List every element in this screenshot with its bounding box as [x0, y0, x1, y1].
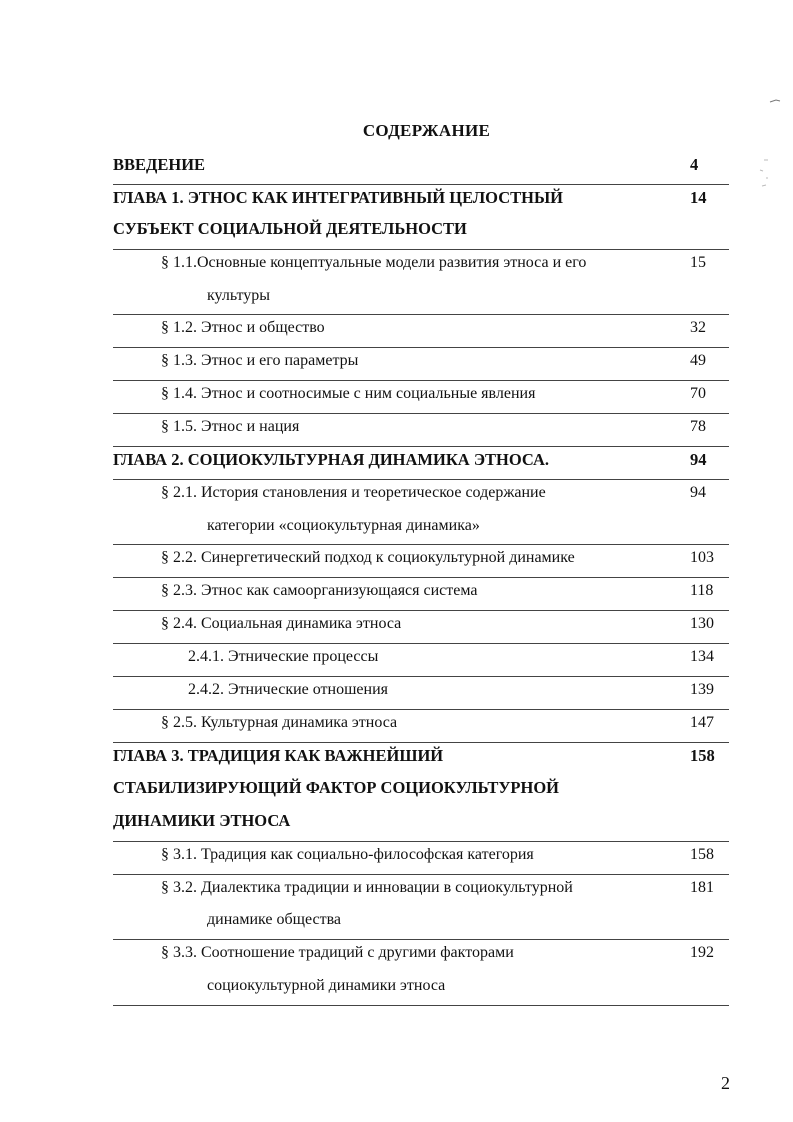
- toc-rule: [113, 1005, 729, 1006]
- toc-entry-page: 192: [690, 944, 714, 961]
- toc-title: СОДЕРЖАНИЕ: [362, 121, 491, 140]
- toc-entry-label: § 1.4. Этнос и соотносимые с ним социальные явления: [161, 385, 536, 402]
- toc-entry-label-continued: динамике общества: [207, 911, 342, 928]
- toc-entry-label: § 3.3. Соотношение традиций с другими факторами: [161, 944, 514, 961]
- toc-entry-label: ВВЕДЕНИЕ: [113, 155, 206, 174]
- scan-artifact-marks: [740, 90, 790, 290]
- toc-entry-label: § 1.1.Основные концептуальные модели развития этноса и его: [161, 254, 587, 271]
- toc-entry-page: 32: [690, 319, 706, 336]
- toc-entry-label: § 2.1. История становления и теоретическое содержание: [161, 484, 546, 501]
- toc-entry-label: § 3.1. Традиция как социально-философская категория: [161, 846, 534, 863]
- toc-entry-label: § 3.2. Диалектика традиции и инновации в социокультурной: [161, 879, 573, 896]
- toc-entry-page: 118: [690, 582, 714, 599]
- toc-entry-label: ГЛАВА 2. СОЦИОКУЛЬТУРНАЯ ДИНАМИКА ЭТНОСА.: [113, 450, 550, 469]
- toc-entry-page: 103: [690, 549, 714, 566]
- toc-entry-page: 158: [690, 846, 714, 863]
- toc-entry-page: 15: [690, 254, 706, 271]
- toc-entry-page: 134: [690, 648, 714, 665]
- toc-entry-label: § 1.2. Этнос и общество: [161, 319, 325, 336]
- toc-entry-page: 70: [690, 385, 706, 402]
- toc-entry-page: 4: [690, 155, 699, 174]
- toc-entry-label: § 1.5. Этнос и нация: [161, 418, 300, 435]
- toc-entry-label: § 2.4. Социальная динамика этноса: [161, 615, 402, 632]
- toc-entry-label-continued: ДИНАМИКИ ЭТНОСА: [113, 811, 291, 830]
- toc-entry-label-continued: категории «социокультурная динамика»: [207, 517, 480, 534]
- toc-entry-page: 158: [690, 746, 715, 765]
- toc-entry-label-continued: СУБЪЕКТ СОЦИАЛЬНОЙ ДЕЯТЕЛЬНОСТИ: [113, 219, 467, 238]
- toc-entry-page: 94: [690, 450, 707, 469]
- toc-entry-label: 2.4.1. Этнические процессы: [188, 648, 379, 665]
- page-number: 2: [721, 1073, 730, 1093]
- toc-entry-label: § 2.2. Синергетический подход к социокультурной динамике: [161, 549, 575, 566]
- toc-entry-page: 181: [690, 879, 714, 896]
- toc-entry-label-continued: социокультурной динамики этноса: [207, 977, 446, 994]
- toc-entry-page: 14: [690, 188, 707, 207]
- toc-entry-label: ГЛАВА 1. ЭТНОС КАК ИНТЕГРАТИВНЫЙ ЦЕЛОСТНЫЙ: [113, 188, 563, 207]
- toc-entry-label: 2.4.2. Этнические отношения: [188, 681, 389, 698]
- toc-entry-label-continued: культуры: [207, 287, 271, 304]
- toc-entry-label: § 1.3. Этнос и его параметры: [161, 352, 359, 369]
- toc-entry-label: § 2.5. Культурная динамика этноса: [161, 714, 398, 731]
- toc-entry-label: ГЛАВА 3. ТРАДИЦИЯ КАК ВАЖНЕЙШИЙ: [113, 746, 444, 765]
- toc-entry-label: § 2.3. Этнос как самоорганизующаяся система: [161, 582, 478, 599]
- toc-entry-page: 147: [690, 714, 714, 731]
- toc-entry-page: 130: [690, 615, 714, 632]
- toc-entry-page: 94: [690, 484, 706, 501]
- toc-entry-page: 78: [690, 418, 706, 435]
- toc-entry-label-continued: СТАБИЛИЗИРУЮЩИЙ ФАКТОР СОЦИОКУЛЬТУРНОЙ: [113, 778, 560, 797]
- toc-entry-page: 139: [690, 681, 714, 698]
- toc-entry-page: 49: [690, 352, 706, 369]
